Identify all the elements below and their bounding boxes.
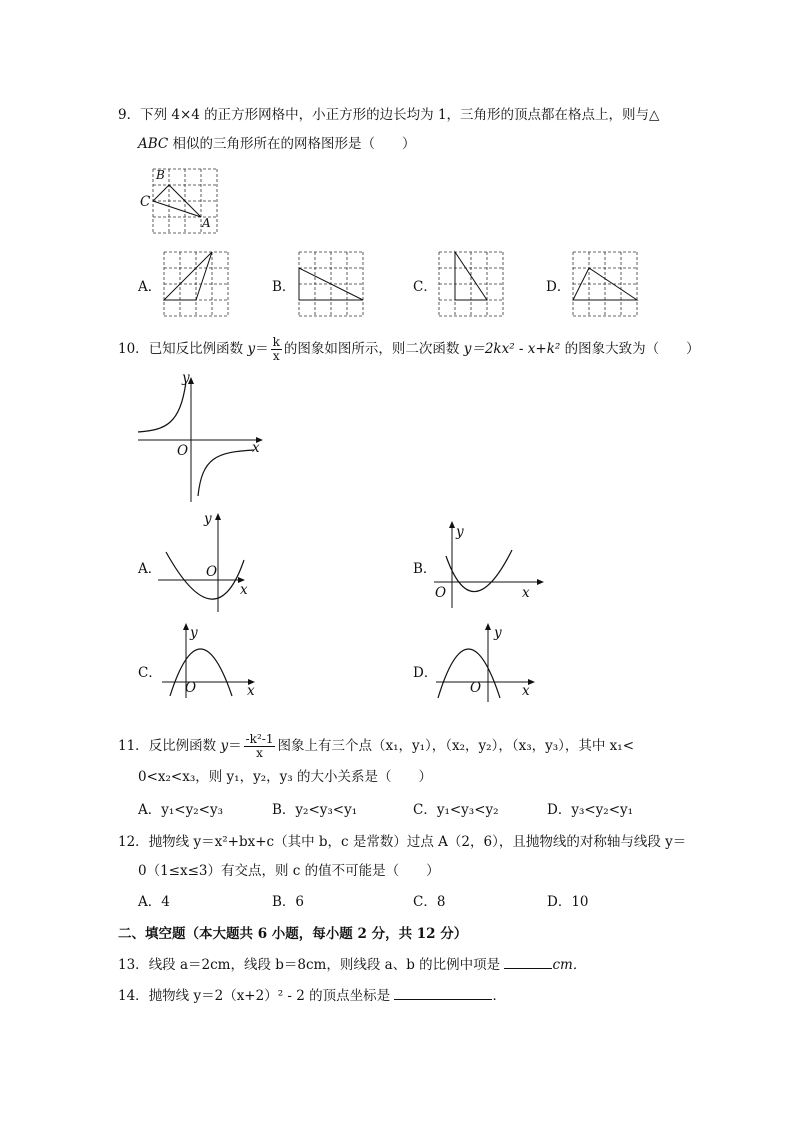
q9-option-d-label[interactable]: D． (546, 279, 571, 295)
q11-frac-num: -k²-1 (245, 732, 274, 746)
q9-text2: 相似的三角形所在的网格图形是（ ） (168, 136, 416, 152)
q9-option-a-label[interactable]: A． (138, 279, 162, 295)
q10-option-a-label[interactable]: A． (138, 561, 162, 577)
q12-line1 (118, 833, 686, 851)
q9-option-b-label[interactable]: B． (272, 279, 296, 295)
q12-option-d[interactable]: D．10 (547, 894, 589, 910)
q9-line2 (138, 135, 416, 153)
parabola-c (170, 649, 232, 696)
q13-text: 线段 a＝2cm，线段 b＝8cm，则线段 a、b 的比例中项是 (148, 957, 505, 973)
q10-text-b: 的图象如图所示，则二次函数 (283, 341, 464, 357)
q11-y: y (220, 738, 229, 754)
q11-line2-text: 0<x₂<x₃，则 y₁，y₂，y₃ 的大小关系是（ ） (138, 769, 432, 785)
q10-hyperbola-graph (136, 374, 266, 504)
q11-frac-den: x (256, 746, 263, 760)
q11-eq: ＝ (228, 738, 242, 754)
q12-option-a[interactable]: A．4 (138, 894, 170, 910)
q11-fraction (244, 733, 276, 760)
q12-line2 (138, 862, 440, 880)
q10-graph-x-label: x (252, 440, 260, 456)
option-a-triangle (164, 252, 212, 300)
q10-option-c-graph[interactable] (160, 622, 260, 698)
q13-unit: cm． (552, 957, 587, 973)
q12-option-c[interactable]: C．8 (413, 894, 446, 910)
q10-graph-origin: O (177, 443, 189, 459)
q13-line (118, 956, 586, 974)
q9-abc: ABC (138, 136, 169, 152)
q10-text-a: 已知反比例函数 (148, 341, 248, 357)
q10-line (118, 336, 700, 363)
q14-number: 14． (118, 988, 149, 1004)
q9-number: 9． (118, 107, 141, 123)
section-title: 二、填空题（本大题共 6 小题，每小题 2 分，共 12 分） (118, 926, 468, 942)
q10-d-y-label: y (494, 625, 502, 641)
q9-option-c-grid[interactable] (438, 251, 504, 317)
parabola-b (446, 550, 512, 592)
q10-c-origin: O (185, 680, 197, 696)
q14-answer-blank[interactable] (394, 987, 492, 1000)
q11-text-a: 反比例函数 (148, 738, 221, 754)
q14-end: ． (492, 988, 506, 1004)
vertex-b: B (156, 168, 165, 182)
q9-line1 (118, 106, 659, 124)
q11-option-a[interactable]: A．y₁<y₂<y₃ (138, 802, 223, 818)
q10-frac-num: k (272, 335, 280, 349)
q10-b-x-label: x (522, 585, 530, 601)
q11-line2 (138, 768, 432, 786)
q10-b-origin: O (435, 585, 447, 601)
q10-c-x-label: x (247, 683, 255, 699)
q13-number: 13． (118, 957, 149, 973)
q10-option-b-label[interactable]: B． (413, 561, 437, 577)
q11-option-c[interactable]: C．y₁<y₃<y₂ (413, 802, 499, 818)
q9-option-a-grid[interactable] (163, 251, 229, 317)
q11-option-d[interactable]: D．y₃<y₂<y₁ (547, 802, 634, 818)
q10-text-c: 的图象大致为（ ） (560, 341, 700, 357)
q10-d-origin: O (470, 680, 482, 696)
q9-option-d-grid[interactable] (572, 251, 638, 317)
q9-option-b-grid[interactable] (298, 251, 364, 317)
q10-eq: ＝ (255, 341, 269, 357)
parabola-d (438, 649, 500, 698)
q10-option-d-label[interactable]: D． (413, 665, 438, 681)
q10-formula: y＝2kx² - x+k² (463, 341, 561, 357)
q10-y: y (247, 341, 256, 357)
vertex-c: C (140, 194, 151, 210)
q10-b-y-label: y (456, 524, 464, 540)
q10-d-x-label: x (522, 683, 530, 699)
q9-text1: 下列 4×4 的正方形网格中，小正方形的边长均为 1，三角形的顶点都在格点上，则与△ (140, 107, 660, 123)
hyperbola-branch-lower-right (198, 450, 254, 496)
hyperbola-branch-upper-left (138, 382, 186, 432)
q13-answer-blank[interactable] (504, 956, 552, 969)
q10-option-c-label[interactable]: C． (138, 665, 162, 681)
q14-text: 抛物线 y＝2（x+2）² - 2 的顶点坐标是 (148, 988, 395, 1004)
q10-graph-y-label: y (182, 370, 190, 386)
q14-line (118, 987, 506, 1005)
parabola-a (166, 552, 244, 599)
q10-frac-den: x (272, 349, 280, 363)
q12-line1-text: 抛物线 y＝x²+bx+c（其中 b，c 是常数）过点 A（2，6），且抛物线的对称轴与线段 y＝ (148, 834, 687, 850)
q11-option-b[interactable]: B．y₂<y₃<y₁ (272, 802, 358, 818)
q11-text-b: 图象上有三个点（x₁，y₁），（x₂，y₂），（x₃，y₃），其中 x₁< (277, 738, 635, 754)
q10-a-y-label: y (204, 511, 212, 527)
q9-option-c-label[interactable]: C． (413, 279, 437, 295)
q12-number: 12． (118, 834, 149, 850)
q10-a-origin: O (206, 564, 218, 580)
q11-line1 (118, 733, 634, 760)
q10-c-y-label: y (190, 625, 198, 641)
q10-fraction (271, 336, 282, 363)
q10-number: 10． (118, 341, 149, 357)
q10-a-x-label: x (240, 582, 248, 598)
vertex-a: A (202, 216, 211, 230)
q11-number: 11． (118, 738, 149, 754)
q12-option-b[interactable]: B．6 (272, 894, 305, 910)
q12-line2-text: 0（1≤x≤3）有交点，则 c 的值不可能是（ ） (138, 863, 440, 879)
